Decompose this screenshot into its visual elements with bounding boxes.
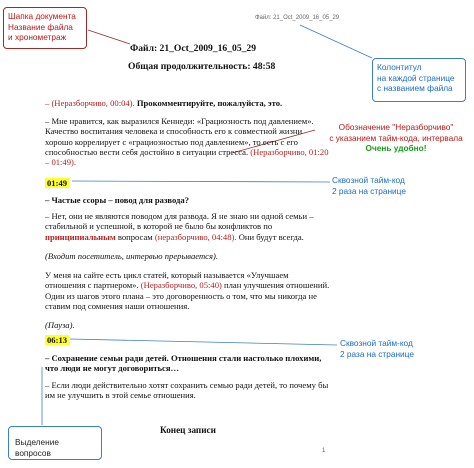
unclear-word: принципиальным: [45, 231, 116, 242]
callout-unclear-line1: Обозначение "Неразборчиво": [338, 122, 454, 132]
callout-header-line1: Шапка документа: [8, 11, 76, 21]
unclear-marker: – 01:49).: [45, 157, 77, 168]
question-2: – Частые ссоры – повод для развода?: [45, 195, 189, 205]
end-of-record: Конец записи: [160, 425, 216, 435]
stage-direction: (Входит посетитель, интервью прерывается).: [45, 251, 218, 261]
callout-timecode1-line2: 2 раза на странице: [332, 185, 406, 196]
answer-line: Один из шагов этого плана – это договоренность о том, что мы никогда не: [45, 290, 317, 301]
answer-line: – Если люди действительно хотят сохранить семью ради детей, то почему бы: [45, 380, 329, 390]
unclear-marker: (Неразборчиво, 05:40): [140, 280, 222, 291]
doc-title: Файл: 21_Oct_2009_16_05_29: [130, 43, 257, 54]
header-pointer: [88, 30, 130, 44]
callout-header-line2: Название файла: [8, 21, 73, 32]
answer-line: Качество воспитания человека и способность его к совместной жизни: [45, 126, 303, 137]
question-text: Прокомментируйте, пожалуйста, это.: [136, 98, 283, 108]
question-3: [45, 353, 345, 374]
answer-line: ставим под сомнения наши отношения.: [45, 300, 190, 311]
question-1: [45, 98, 335, 108]
unclear-marker: (Неразборчиво, 01:20: [250, 146, 329, 157]
callout-timecode1-line1: Сквозной тайм-код: [332, 175, 405, 185]
question-line: – Сохранение семьи ради детей. Отношения стали настолько плохими,: [45, 353, 322, 363]
running-header-pointer: [300, 25, 372, 58]
callout-questions: [8, 426, 102, 460]
answer-text: вопросам: [117, 231, 153, 242]
callout-running-header-line1: Колонтитул: [377, 62, 422, 72]
answer-3: [45, 270, 350, 311]
callout-header: [3, 7, 87, 49]
answer-line: – Мне нравится, как выразился Кеннеди: «Грациозность под давлением».: [45, 116, 314, 126]
callout-timecode2: [340, 338, 450, 362]
question-line: что люди не могут договориться…: [45, 363, 180, 374]
timecode-highlight: 01:49: [47, 178, 68, 188]
callout-running-header-line2: на каждой странице: [377, 72, 455, 83]
doc-duration: Общая продолжительность: 48:58: [128, 61, 276, 72]
answer-text: Они будут всегда.: [238, 231, 304, 242]
answer-4: [45, 380, 350, 401]
timecode-highlight: 06:13: [47, 335, 68, 345]
callout-timecode2-line2: 2 раза на странице: [340, 348, 414, 359]
running-header: Файл: 21_Oct_2009_16_05_29: [255, 15, 340, 21]
answer-line: способностью вести себя достойно в ситуации стресса.: [45, 146, 249, 157]
callout-questions-line: Выделение вопросов: [15, 437, 59, 458]
timecode1-pointer: [72, 181, 330, 182]
callout-timecode1: [332, 175, 442, 199]
answer-1: [45, 116, 345, 167]
callout-header-line3: и хронометраж: [8, 32, 67, 43]
callout-timecode2-line1: Сквозной тайм-код: [340, 338, 413, 348]
unclear-marker: (неразборчиво, 04:48).: [154, 231, 237, 242]
page-number: 1: [322, 448, 326, 454]
answer-text: план улучшения отношений.: [224, 280, 330, 291]
callout-unclear-note: Очень удобно!: [365, 143, 427, 154]
answer-2: [45, 211, 350, 242]
answer-line: хорошо коррелирует с «грациозностью под давлением», то есть с его: [45, 136, 298, 147]
callout-unclear-line2: с указанием тайм-кода, интервала: [329, 132, 463, 143]
unclear-marker: – (Неразборчиво, 00:04).: [45, 98, 135, 108]
answer-line: – Нет, они не являются поводом для развода. Я не знаю ни одной семьи –: [45, 211, 314, 221]
timecode2-pointer: [70, 339, 337, 345]
answer-line: стабильной и успешной, в которой не было бы конфликтов по: [45, 221, 273, 232]
callout-running-header: [372, 58, 466, 102]
pause-note: (Пауза).: [45, 320, 75, 330]
answer-text: отношения с партнером».: [45, 280, 139, 291]
answer-line: У меня на сайте есть цикл статей, который называется «Улучшаем: [45, 270, 289, 280]
callout-running-header-line3: с названием файла: [377, 83, 453, 94]
answer-line: им не улучшить в этой семье отношения.: [45, 390, 196, 401]
